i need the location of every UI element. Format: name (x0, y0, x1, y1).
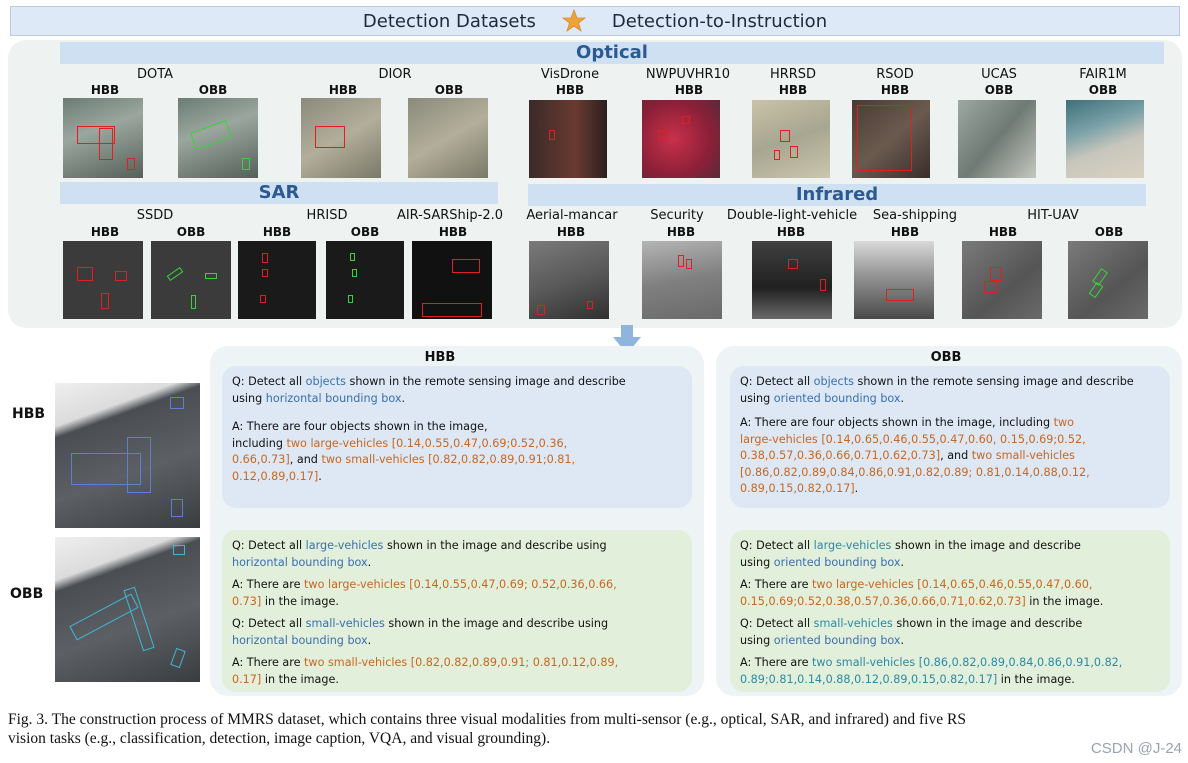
dataset-ssdd-hbb: HBB (90, 225, 120, 239)
side-label-obb: OBB (10, 586, 44, 602)
airsarship-image (412, 241, 492, 319)
bbox (537, 305, 545, 315)
dataset-visdrone-hbb: HBB (555, 83, 585, 97)
bbox (127, 158, 135, 170)
bbox (774, 150, 780, 160)
bbox (99, 128, 113, 160)
bbox (682, 116, 690, 124)
banner-right-title: Detection-to-Instruction (611, 10, 828, 32)
hrisd-hbb-image (238, 241, 316, 319)
nwpu-image (642, 100, 720, 178)
obbox (350, 253, 355, 261)
caption-line-1: Fig. 3. The construction process of MMRS dataset, which contains three visual modalities from multi-sensor (e.g., optical, SAR, and infrared) and five RS (8, 711, 966, 728)
hituav-obb-image (1068, 241, 1148, 319)
section-infrared: Infrared (528, 184, 1146, 206)
obbox (191, 295, 196, 309)
dataset-dota-obb: OBB (198, 83, 228, 97)
dataset-doublelight-title: Double-light-vehicle (726, 208, 858, 223)
dataset-dior-hbb: HBB (328, 83, 358, 97)
bbox (820, 279, 826, 291)
dataset-ssdd-obb: OBB (176, 225, 206, 239)
dataset-hituav-title: HIT-UAV (1027, 208, 1079, 223)
sample-hbb-image (55, 383, 200, 528)
bbox (101, 293, 109, 309)
caption-line-2: vision tasks (e.g., classification, detection, image caption, VQA, and visual grounding). (8, 730, 551, 747)
dataset-rsod-title: RSOD (876, 67, 914, 82)
bbox (788, 259, 798, 269)
dataset-dior-obb: OBB (434, 83, 464, 97)
ucas-image (958, 100, 1036, 178)
bbox (422, 303, 482, 317)
bbox (990, 267, 1002, 281)
bbox (262, 253, 268, 263)
obbox (167, 267, 184, 281)
ssdd-obb-image (151, 241, 231, 319)
dataset-fair1m-obb: OBB (1088, 83, 1118, 97)
obb-qa-vehicles: Q: Detect all large-vehicles shown in the image and describe using oriented bounding box. A: There are two large-vehicles [0.14,0.65,0.46,0.55,0.47,0.60, 0.15,0.69;0.52,0.38,0.57,0.36,0.66,0.71,0.62,0.73] in the image. Q: Detect all small-vehicles shown in the image and describe using oriented bounding box. A: There are two small-vehicles [0.86,0.82,0.89,0.84,0.86,0.91,0.82, 0.89;0.81,0.14,0.88,0.12,0.89,0.15,0.82,0.17] in the image. (730, 530, 1170, 692)
bbox (780, 130, 790, 142)
fair1m-image (1066, 100, 1144, 178)
dota-obb-image (178, 98, 258, 178)
aerial-image (529, 241, 609, 319)
bbox (857, 105, 912, 171)
bbox (790, 146, 798, 158)
banner-left-title: Detection Datasets (362, 10, 536, 32)
bbox (886, 289, 914, 301)
bbox (115, 271, 127, 281)
obb-qa-objects: Q: Detect all objects shown in the remote sensing image and describe using oriented bounding box. A: There are four objects shown in the image, including two large-vehicles [0.14,0.65,0.46,0.55,0.47,0.60, 0.15,0.69;0.52, 0.38,0.57,0.36,0.66,0.71,0.62,0.73], and two small-vehicles [0.86,0.82,0.89,0.84,0.86,0.91,0.82,0.89; 0.81,0.14,0.88,0.12, 0.89,0.15,0.82,0.17]. (730, 366, 1170, 508)
hl-objects: objects (305, 375, 346, 388)
dataset-security-title: Security (650, 208, 704, 223)
obbox (352, 269, 357, 277)
doublelight-image (752, 241, 832, 319)
obbox (123, 587, 154, 652)
dataset-ssdd-title: SSDD (136, 208, 174, 223)
obbox (173, 545, 185, 555)
bbox (984, 281, 998, 293)
star-icon (562, 9, 586, 33)
rsod-image (852, 100, 930, 178)
obbox (205, 273, 217, 279)
hbb-qa-vehicles: Q: Detect all large-vehicles shown in the image and describe using horizontal bounding box. A: There are two large-vehicles [0.14,0.55,0.47,0.69; 0.52,0.36,0.66, 0.73] in the image. Q: Detect all small-vehicles shown in the image and describe using horizontal bounding box. A: There are two small-vehicles [0.82,0.82,0.89,0.91; 0.81,0.12,0.89, 0.17] in the image. (222, 530, 692, 692)
bbox (171, 499, 183, 517)
bbox (686, 259, 692, 269)
dataset-security-hbb: HBB (666, 225, 696, 239)
dataset-seashipping-hbb: HBB (890, 225, 920, 239)
dota-hbb-image (63, 98, 143, 178)
hituav-hbb-image (962, 241, 1042, 319)
dataset-nwpu-title: NWPUVHR10 (645, 67, 731, 82)
seashipping-image (854, 241, 934, 319)
bbox (587, 301, 593, 309)
figure-caption (8, 710, 1180, 748)
dataset-rsod-hbb: HBB (880, 83, 910, 97)
obbox (190, 120, 232, 150)
bbox (549, 130, 555, 140)
header-banner (10, 6, 1180, 36)
bbox (170, 397, 184, 409)
bbox (658, 130, 667, 140)
hrrsd-image (752, 100, 830, 178)
dataset-hrisd-obb: OBB (350, 225, 380, 239)
dataset-hrisd-title: HRISD (306, 208, 348, 223)
obb-panel-title: OBB (930, 350, 962, 365)
dataset-hrisd-hbb: HBB (262, 225, 292, 239)
dataset-dota-hbb: HBB (90, 83, 120, 97)
obbox (242, 158, 250, 170)
bbox (678, 255, 684, 267)
dataset-fair1m-title: FAIR1M (1079, 67, 1127, 82)
bbox (260, 295, 266, 303)
obbox (170, 648, 186, 668)
bbox (77, 267, 93, 281)
obbox (348, 295, 353, 303)
watermark: CSDN @J-24 (1090, 740, 1182, 757)
hrisd-obb-image (326, 241, 404, 319)
bbox (127, 437, 151, 493)
dior-obb-image (408, 98, 488, 178)
security-image (642, 241, 722, 319)
dataset-hrrsd-title: HRRSD (769, 67, 817, 82)
dataset-seashipping-title: Sea-shipping (872, 208, 958, 223)
dataset-dota-title: DOTA (136, 67, 174, 82)
dataset-visdrone-title: VisDrone (540, 67, 600, 82)
dataset-aerial-title: Aerial-mancar (526, 208, 618, 223)
dataset-hrrsd-hbb: HBB (778, 83, 808, 97)
dataset-ucas-obb: OBB (984, 83, 1014, 97)
dataset-doublelight-hbb: HBB (776, 225, 806, 239)
dataset-airsarship-title: AIR-SARShip-2.0 (396, 208, 504, 223)
side-label-hbb: HBB (12, 406, 46, 422)
dataset-airsarship-hbb: HBB (438, 225, 468, 239)
hbb-panel-title: HBB (424, 350, 456, 365)
dior-hbb-image (301, 98, 381, 178)
dataset-hituav-hbb: HBB (988, 225, 1018, 239)
visdrone-image (529, 100, 607, 178)
ssdd-hbb-image (63, 241, 143, 319)
dataset-nwpu-hbb: HBB (674, 83, 704, 97)
section-optical: Optical (60, 42, 1164, 64)
obbox (1089, 282, 1104, 298)
dataset-ucas-title: UCAS (981, 67, 1017, 82)
sample-obb-image (55, 537, 200, 682)
bbox (262, 269, 268, 277)
section-sar: SAR (60, 182, 498, 204)
hbb-qa-objects: Q: Detect all objects shown in the remote sensing image and describe using horizontal bounding box. A: There are four objects shown in the image, including two large-vehicles [0.14,0.55,0.47,0.69;0.52,0.36, 0.66,0.73], and two small-vehicles [0.82,0.82,0.89,0.91;0.81, 0.12,0.89,0.17]. (222, 366, 692, 508)
bbox (452, 259, 480, 273)
bbox (315, 126, 345, 148)
dataset-hituav-obb: OBB (1094, 225, 1124, 239)
dataset-aerial-hbb: HBB (556, 225, 586, 239)
dataset-dior-title: DIOR (378, 67, 412, 82)
